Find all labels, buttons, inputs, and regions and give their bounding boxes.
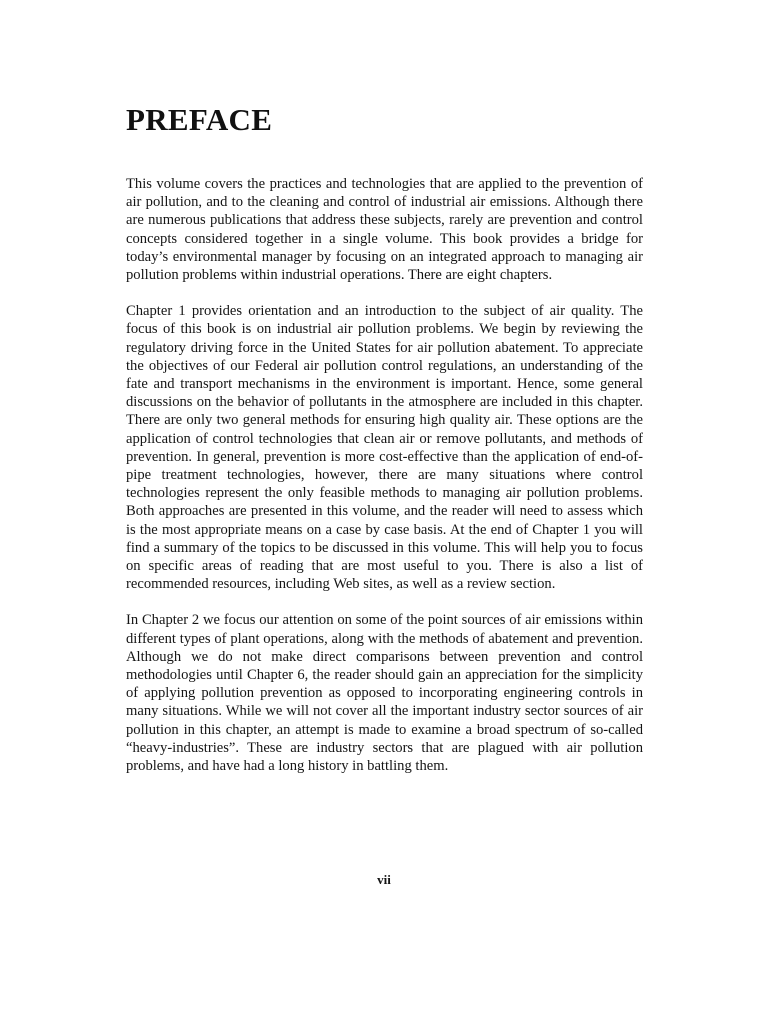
paragraph-2: Chapter 1 provides orientation and an introduction to the subject of air quality. The focus of this book is on industrial air pollution problems. We begin by reviewing the regulatory driving force in the United States for air pollution abatement. To appreciate the objectives of our Federal air pollution control regulations, an understanding of the fate and transport mechanisms in the environment is important. Hence, some general discussions on the behavior of pollutants in the atmosphere are included in this chapter. There are only two general methods for ensuring high quality air. These options are the application of control technologies that clean air or remove pollutants, and methods of prevention. In general, prevention is more cost-effective than the application of end-of-pipe treatment technologies, however, there are many situations where control technologies represent the only feasible methods to managing air pollution problems. Both approaches are presented in this volume, and the reader will need to assess which is the most appropriate means on a case by case basis. At the end of Chapter 1 you will find a summary of the topics to be discussed in this volume. This will help you to focus on specific areas of reading that are most useful to you. There is also a list of recommended resources, including Web sites, as well as a review section. <box>126 303 643 593</box>
page-title: PREFACE <box>126 102 273 137</box>
preface-body <box>126 175 643 793</box>
paragraph-1: This volume covers the practices and technologies that are applied to the prevention of air pollution, and to the cleaning and control of industrial air emissions. Although there are numerous publications that address these subjects, rarely are prevention and control concepts considered together in a single volume. This book provides a bridge for today’s environmental manager by focusing on an integrated approach to managing air pollution problems within industrial operations. There are eight chapters. <box>126 176 643 284</box>
page-number: vii <box>377 872 391 887</box>
paragraph-3: In Chapter 2 we focus our attention on some of the point sources of air emissions within different types of plant operations, along with the methods of abatement and prevention. Although we do not make direct comparisons between prevention and control methodologies until Chapter 6, the reader should gain an appreciation for the simplicity of applying pollution prevention as opposed to incorporating engineering controls in many situations. While we will not cover all the important industry sector sources of air pollution in this chapter, an attempt is made to examine a broad spectrum of so-called “heavy-industries”. These are industry sectors that are plagued with air pollution problems, and have had a long history in battling them. <box>126 612 643 775</box>
